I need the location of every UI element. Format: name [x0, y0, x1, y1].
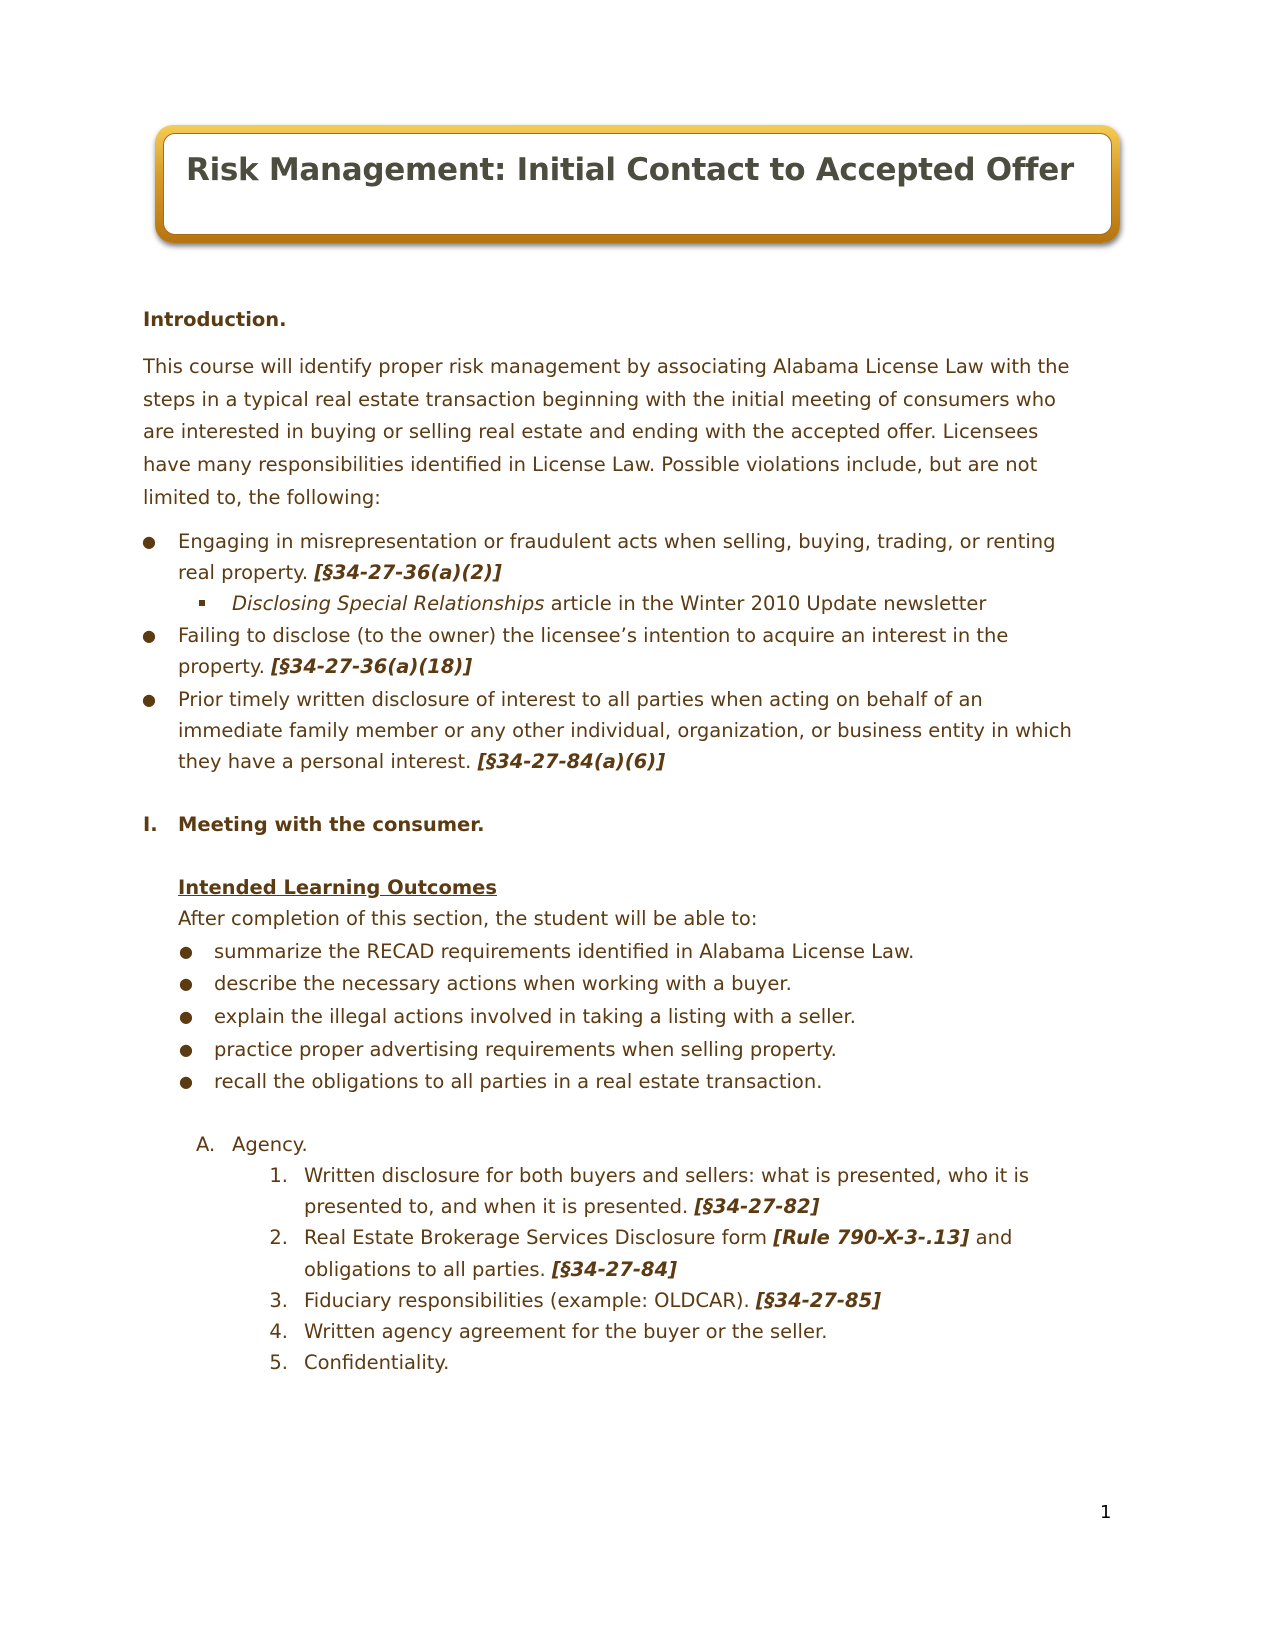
- intro-line: are interested in buying or selling real estate and ending with the accepted offer. Licensees: [143, 420, 1039, 444]
- agency-item-3: [304, 1285, 881, 1318]
- sub-bullet-line: [232, 588, 986, 621]
- bullet-icon: ●: [179, 1072, 193, 1091]
- violation-3-text: they have a personal interest.: [178, 750, 472, 773]
- agency-item-2-line-1: [304, 1222, 1012, 1255]
- violation-2-line-1: Failing to disclose (to the owner) the licensee’s intention to acquire an interest in the: [178, 624, 1009, 647]
- outcomes-intro: After completion of this section, the student will be able to:: [178, 907, 758, 930]
- intro-line: limited to, the following:: [143, 485, 381, 509]
- article-title: Disclosing Special Relationships: [232, 592, 545, 615]
- violation-3-line-3: [178, 746, 665, 779]
- section-heading: Meeting with the consumer.: [178, 813, 485, 836]
- outcomes-heading: Intended Learning Outcomes: [178, 876, 498, 899]
- title-frame: [155, 125, 1120, 243]
- violation-1-text: real property.: [178, 561, 309, 584]
- intro-heading: Introduction.: [143, 308, 287, 331]
- item-number: 2.: [269, 1226, 288, 1249]
- agency-item-3-text: Fiduciary responsibilities (example: OLDCAR).: [304, 1289, 750, 1312]
- bullet-icon: ●: [179, 942, 193, 961]
- agency-item-1-line-2: [304, 1191, 820, 1224]
- page-title: Risk Management: Initial Contact to Accepted Offer: [186, 152, 1074, 188]
- agency-item-1-text: presented to, and when it is presented.: [304, 1195, 689, 1218]
- violation-2-line-2: [178, 651, 472, 684]
- bullet-icon: ●: [179, 1007, 193, 1026]
- violation-3-line-1: Prior timely written disclosure of interest to all parties when acting on behalf of an: [178, 688, 983, 711]
- item-number: 4.: [269, 1320, 288, 1343]
- bullet-icon: ●: [142, 532, 156, 551]
- square-bullet-icon: [199, 600, 205, 606]
- violation-1-line-1: Engaging in misrepresentation or fraudulent acts when selling, buying, trading, or renting: [178, 530, 1056, 553]
- outcome-item: recall the obligations to all parties in a real estate transaction.: [214, 1070, 823, 1093]
- page-number: 1: [1100, 1502, 1112, 1523]
- intro-line: This course will identify proper risk management by associating Alabama License Law with the: [143, 355, 1070, 378]
- agency-item-2-citation-2: [§34-27-84]: [551, 1258, 678, 1281]
- bullet-icon: ●: [142, 690, 156, 709]
- bullet-icon: ●: [142, 626, 156, 645]
- intro-line: steps in a typical real estate transaction beginning with the initial meeting of consumers who: [143, 387, 1056, 411]
- agency-item-2-citation: [Rule 790-X-3-.13]: [773, 1226, 970, 1249]
- agency-item-5: Confidentiality.: [304, 1351, 450, 1374]
- violation-2-text: property.: [178, 655, 265, 678]
- bullet-icon: ●: [179, 974, 193, 993]
- article-note: article in the Winter 2010 Update newsletter: [544, 592, 987, 615]
- agency-item-2-text: Real Estate Brokerage Services Disclosure form: [304, 1226, 768, 1249]
- agency-item-1-citation: [§34-27-82]: [694, 1195, 820, 1218]
- outcome-item: explain the illegal actions involved in taking a listing with a seller.: [214, 1005, 856, 1028]
- outcome-item: describe the necessary actions when working with a buyer.: [214, 972, 792, 995]
- bullet-icon: ●: [179, 1040, 193, 1059]
- agency-item-3-citation: [§34-27-85]: [755, 1289, 882, 1312]
- agency-item-1-line-1: Written disclosure for both buyers and sellers: what is presented, who it is: [304, 1164, 1030, 1187]
- intro-line: have many responsibilities identified in License Law. Possible violations include, but are not: [143, 453, 1038, 477]
- section-numeral: I.: [143, 813, 158, 836]
- violation-3-citation: [§34-27-84(a)(6)]: [477, 750, 666, 773]
- violation-2-citation: [§34-27-36(a)(18)]: [271, 655, 473, 678]
- item-number: 5.: [269, 1351, 288, 1374]
- violation-1-citation: [§34-27-36(a)(2)]: [314, 561, 502, 584]
- agency-item-2-text-2: obligations to all parties.: [304, 1258, 546, 1281]
- item-number: 1.: [269, 1164, 288, 1187]
- agency-item-2-after: and: [969, 1226, 1013, 1249]
- agency-item-2-line-2: [304, 1254, 677, 1287]
- title-inner: [163, 133, 1112, 235]
- violation-1-line-2: [178, 557, 502, 590]
- outcome-item: practice proper advertising requirements when selling property.: [214, 1038, 837, 1061]
- violation-3-line-2: immediate family member or any other individual, organization, or business entity in which: [178, 719, 1072, 742]
- item-number: 3.: [269, 1289, 288, 1312]
- agency-item-4: Written agency agreement for the buyer or the seller.: [304, 1320, 828, 1343]
- subsection-letter: A.: [196, 1133, 216, 1156]
- outcome-item: summarize the RECAD requirements identified in Alabama License Law.: [214, 940, 915, 963]
- subsection-title: Agency.: [232, 1133, 308, 1156]
- intro-paragraph: [143, 351, 1123, 515]
